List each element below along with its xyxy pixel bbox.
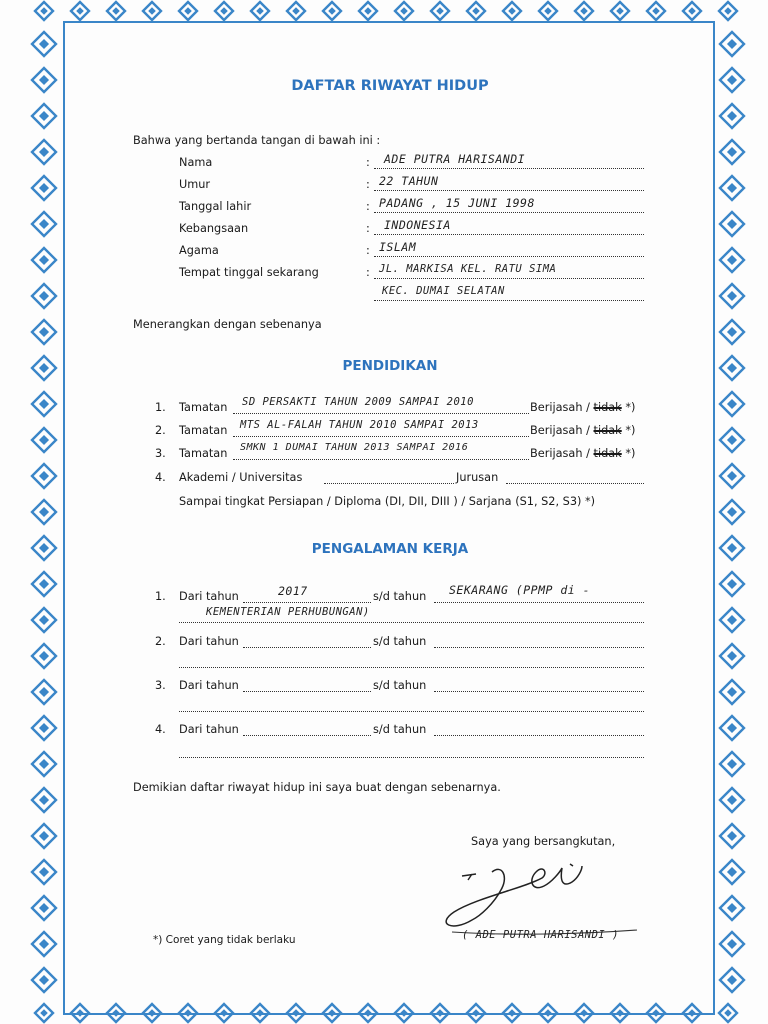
border-diamond xyxy=(720,284,744,308)
dotted-line xyxy=(374,300,644,301)
border-diamond xyxy=(720,536,744,560)
work-to-label: s/d tahun xyxy=(373,590,427,603)
border-diamond xyxy=(720,788,744,812)
border-diamond xyxy=(431,2,449,20)
dotted-line xyxy=(179,757,644,758)
border-diamond xyxy=(287,2,305,20)
field-value-age: 22 TAHUN xyxy=(379,174,439,188)
edu-num: 4. xyxy=(155,471,166,484)
border-diamond xyxy=(720,644,744,668)
border-diamond xyxy=(32,932,56,956)
border-diamond xyxy=(143,2,161,20)
border-diamond xyxy=(32,716,56,740)
dotted-line xyxy=(233,436,529,437)
border-diamond xyxy=(720,464,744,488)
border-diamond xyxy=(395,2,413,20)
dotted-line xyxy=(374,212,644,213)
intro-text: Bahwa yang bertanda tangan di bawah ini : xyxy=(133,134,381,147)
edu-num: 1. xyxy=(155,401,166,414)
border-diamond xyxy=(107,2,125,20)
edu-mark: *) xyxy=(625,447,636,460)
edu-label: Tamatan xyxy=(179,447,228,460)
border-diamond xyxy=(720,860,744,884)
border-diamond xyxy=(32,32,56,56)
work-to-label: s/d tahun xyxy=(373,679,427,692)
work-from-label: Dari tahun xyxy=(179,723,239,736)
border-diamond xyxy=(467,2,485,20)
field-value-birth: PADANG , 15 JUNI 1998 xyxy=(379,196,535,210)
border-diamond xyxy=(32,824,56,848)
edu-num: 3. xyxy=(155,447,166,460)
dotted-line xyxy=(179,622,644,623)
dotted-line xyxy=(374,256,644,257)
border-diamond xyxy=(720,428,744,452)
cv-sheet xyxy=(66,22,714,1012)
dotted-line xyxy=(179,711,644,712)
border-diamond xyxy=(32,608,56,632)
work-num: 3. xyxy=(155,679,166,692)
work-num: 1. xyxy=(155,590,166,603)
dotted-line xyxy=(233,413,529,414)
edu-mark: *) xyxy=(625,401,636,414)
border-diamond xyxy=(720,716,744,740)
edu-berijasah: Berijasah / xyxy=(530,424,590,437)
signature-label: Saya yang bersangkutan, xyxy=(471,835,616,848)
border-diamond xyxy=(719,1004,737,1022)
closing-text: Demikian daftar riwayat hidup ini saya buat dengan sebenarnya. xyxy=(133,781,501,794)
border-diamond xyxy=(32,176,56,200)
edu-suffix xyxy=(530,401,635,414)
edu-value: SD PERSAKTI TAHUN 2009 SAMPAI 2010 xyxy=(242,396,474,408)
border-diamond xyxy=(32,212,56,236)
work-num: 2. xyxy=(155,635,166,648)
border-diamond xyxy=(720,248,744,272)
border-diamond xyxy=(32,68,56,92)
border-diamond xyxy=(720,212,744,236)
border-diamond xyxy=(720,356,744,380)
dotted-line xyxy=(374,168,644,169)
dotted-line xyxy=(374,278,644,279)
field-label-name: Nama xyxy=(179,156,213,169)
border-diamond xyxy=(720,968,744,992)
work-from-value: 2017 xyxy=(278,584,308,598)
border-diamond xyxy=(720,608,744,632)
work-to-value: SEKARANG (PPMP di - xyxy=(449,583,591,597)
border-diamond xyxy=(720,176,744,200)
border-diamond xyxy=(539,2,557,20)
edu-jurusan-label: Jurusan xyxy=(456,471,499,484)
border-diamond xyxy=(720,500,744,524)
dotted-line xyxy=(324,483,454,484)
dotted-line xyxy=(434,647,644,648)
border-diamond xyxy=(503,2,521,20)
work-from-label: Dari tahun xyxy=(179,590,239,603)
footnote: *) Coret yang tidak berlaku xyxy=(153,934,296,946)
field-label-birth: Tanggal lahir xyxy=(179,200,252,213)
edu-value: MTS AL-FALAH TAHUN 2010 SAMPAI 2013 xyxy=(240,419,479,431)
border-diamond xyxy=(32,320,56,344)
border-diamond xyxy=(323,2,341,20)
work-to-label: s/d tahun xyxy=(373,723,427,736)
dotted-line xyxy=(374,190,644,191)
edu-berijasah: Berijasah / xyxy=(530,401,590,414)
edu-tidak-struck: tidak xyxy=(593,401,622,414)
edu-berijasah: Berijasah / xyxy=(530,447,590,460)
colon: : xyxy=(366,200,370,213)
border-diamond xyxy=(720,932,744,956)
education-heading: PENDIDIKAN xyxy=(342,358,438,374)
border-diamond xyxy=(720,140,744,164)
border-diamond xyxy=(611,2,629,20)
dotted-line xyxy=(243,647,371,648)
work-from-label: Dari tahun xyxy=(179,635,239,648)
border-diamond xyxy=(32,968,56,992)
border-diamond xyxy=(32,392,56,416)
dotted-line xyxy=(434,735,644,736)
edu-suffix xyxy=(530,424,635,437)
border-diamond xyxy=(359,2,377,20)
edu-level-note: Sampai tingkat Persiapan / Diploma (DI, DII, DIII ) / Sarjana (S1, S2, S3) *) xyxy=(179,495,596,508)
field-label-age: Umur xyxy=(179,178,211,191)
border-diamond xyxy=(683,2,701,20)
work-from-label: Dari tahun xyxy=(179,679,239,692)
dotted-line xyxy=(243,691,371,692)
border-diamond xyxy=(720,680,744,704)
border-diamond xyxy=(32,284,56,308)
colon: : xyxy=(366,222,370,235)
dotted-line xyxy=(434,691,644,692)
border-diamond xyxy=(35,2,53,20)
work-num: 4. xyxy=(155,723,166,736)
border-diamond xyxy=(32,896,56,920)
edu-label: Tamatan xyxy=(179,424,228,437)
border-diamond xyxy=(32,536,56,560)
signature-name: ( ADE PUTRA HARISANDI ) xyxy=(462,929,619,941)
border-diamond xyxy=(32,752,56,776)
colon: : xyxy=(366,178,370,191)
edu-suffix xyxy=(530,447,635,460)
border-diamond xyxy=(575,2,593,20)
field-label-address: Tempat tinggal sekarang xyxy=(179,266,319,279)
colon: : xyxy=(366,244,370,257)
edu-label: Tamatan xyxy=(179,401,228,414)
work-heading: PENGALAMAN KERJA xyxy=(311,541,469,557)
border-diamond xyxy=(720,32,744,56)
border-diamond xyxy=(720,896,744,920)
colon: : xyxy=(366,266,370,279)
border-diamond xyxy=(179,2,197,20)
handwritten-signature xyxy=(432,858,642,938)
edu-tidak-struck: tidak xyxy=(593,447,622,460)
work-line2-value: KEMENTERIAN PERHUBUNGAN) xyxy=(206,606,370,618)
dotted-line xyxy=(233,459,529,460)
border-diamond xyxy=(32,572,56,596)
edu-mark: *) xyxy=(625,424,636,437)
edu-value: SMKN 1 DUMAI TAHUN 2013 SAMPAI 2016 xyxy=(240,442,469,453)
border-diamond xyxy=(720,752,744,776)
dotted-line xyxy=(243,735,371,736)
field-value-address: JL. MARKISA KEL. RATU SIMA xyxy=(379,263,557,275)
field-label-religion: Agama xyxy=(179,244,219,257)
border-diamond xyxy=(32,500,56,524)
dotted-line xyxy=(374,234,644,235)
colon: : xyxy=(366,156,370,169)
border-diamond xyxy=(32,644,56,668)
work-to-label: s/d tahun xyxy=(373,635,427,648)
border-diamond xyxy=(720,104,744,128)
border-diamond xyxy=(32,860,56,884)
border-diamond xyxy=(720,824,744,848)
border-diamond xyxy=(720,572,744,596)
statement-text: Menerangkan dengan sebenanya xyxy=(133,318,322,331)
dotted-line xyxy=(506,483,644,484)
field-value-name: ADE PUTRA HARISANDI xyxy=(384,152,526,166)
border-diamond xyxy=(32,680,56,704)
dotted-line xyxy=(434,602,644,603)
edu-tidak-struck: tidak xyxy=(593,424,622,437)
field-value-nationality: INDONESIA xyxy=(384,218,451,232)
border-diamond xyxy=(32,140,56,164)
document-title: DAFTAR RIWAYAT HIDUP xyxy=(291,78,489,94)
border-diamond xyxy=(32,428,56,452)
border-diamond xyxy=(720,68,744,92)
border-diamond xyxy=(35,1004,53,1022)
border-diamond xyxy=(251,2,269,20)
border-diamond xyxy=(32,788,56,812)
field-label-nationality: Kebangsaan xyxy=(179,222,249,235)
dotted-line xyxy=(243,602,371,603)
border-diamond xyxy=(32,464,56,488)
field-value-address-line2: KEC. DUMAI SELATAN xyxy=(382,285,505,297)
border-diamond xyxy=(71,2,89,20)
border-diamond xyxy=(720,392,744,416)
border-diamond xyxy=(647,2,665,20)
field-value-religion: ISLAM xyxy=(379,240,417,254)
border-diamond xyxy=(32,104,56,128)
edu-num: 2. xyxy=(155,424,166,437)
edu-university-label: Akademi / Universitas xyxy=(179,471,303,484)
border-diamond xyxy=(32,356,56,380)
border-diamond xyxy=(32,248,56,272)
border-diamond xyxy=(720,320,744,344)
border-diamond xyxy=(215,2,233,20)
border-diamond xyxy=(719,2,737,20)
dotted-line xyxy=(179,667,644,668)
